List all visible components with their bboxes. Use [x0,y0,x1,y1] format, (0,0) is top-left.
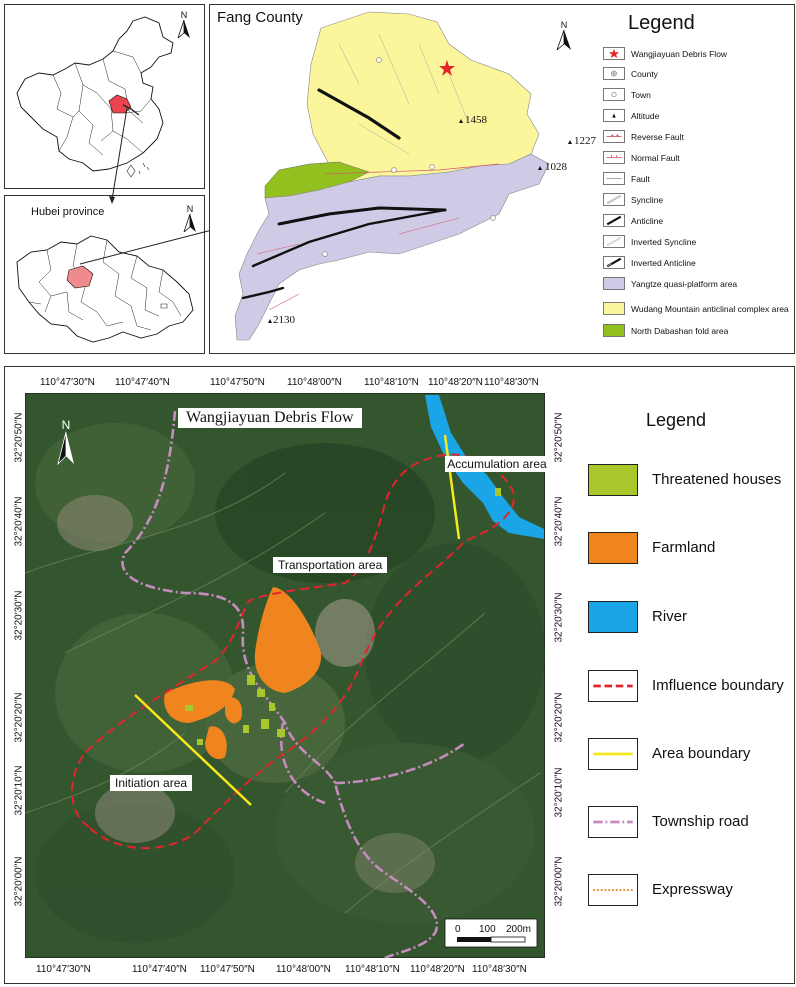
normal-fault-icon [603,151,625,164]
right-coord-label: 32°20′30″N [553,592,565,643]
top-coord-label: 110°48′30″N [484,377,539,388]
north-arrow-main [56,418,76,471]
township-road-icon [588,806,638,838]
dabashan-swatch [603,324,625,337]
wudang-swatch [603,302,625,315]
fang-county-map [209,4,609,354]
bottom-coord-label: 110°47′30″N [36,964,91,975]
altitude-triangle-icon [603,109,625,122]
transportation-area-label: Transportation area [273,557,387,573]
left-coord-label: 32°20′40″N [13,496,25,547]
right-coord-label: 32°20′10″N [553,767,565,818]
scale-tick-0: 0 [455,924,461,935]
town-circle-icon [603,88,625,101]
right-coord-label: 32°20′40″N [553,496,565,547]
altitude-label-1458: 1458 [465,114,487,126]
river-swatch [588,601,638,633]
bottom-coord-label: 110°48′20″N [410,964,465,975]
north-arrow-china: N [177,10,191,43]
left-coord-label: 32°20′30″N [13,590,25,641]
right-coord-label: 32°20′50″N [553,412,565,463]
bottom-coord-label: 110°47′40″N [132,964,187,975]
top-coord-label: 110°48′00″N [287,377,342,388]
initiation-area-label: Initiation area [110,775,192,791]
county-title: Fang County [217,9,303,26]
altitude-label-1227: 1227 [574,135,596,147]
bottom-coord-label: 110°48′10″N [345,964,400,975]
yangtze-swatch [603,277,625,290]
farmland-swatch [588,532,638,564]
north-arrow-county: N [556,20,572,55]
map-title: Wangjiayuan Debris Flow [178,408,362,428]
threatened-houses-swatch [588,464,638,496]
top-coord-label: 110°47′30″N [40,377,95,388]
scale-tick-200m: 200m [506,924,532,935]
left-coord-label: 32°20′10″N [13,765,25,816]
left-coord-label: 32°20′20″N [13,692,25,743]
reverse-fault-icon [603,130,625,143]
accumulation-area-label: Accumulation area [445,456,549,472]
star-icon [603,47,625,60]
bottom-coord-label: 110°48′00″N [276,964,331,975]
altitude-label-1028: 1028 [545,161,567,173]
county-dot-icon [603,67,625,80]
top-coord-label: 110°48′10″N [364,377,419,388]
bottom-legend-title: Legend [646,410,707,430]
left-coord-label: 32°20′00″N [13,856,25,907]
scale-tick-100: 100 [479,924,496,935]
top-coord-label: 110°48′20″N [428,377,483,388]
syncline-icon [603,193,625,206]
right-coord-label: 32°20′20″N [553,692,565,743]
svg-text:N: N [61,418,71,432]
right-coord-label: 32°20′00″N [553,856,565,907]
top-coord-label: 110°47′40″N [115,377,170,388]
hubei-label: Hubei province [31,206,105,218]
inverted-syncline-icon [603,235,625,248]
fault-icon [603,172,625,185]
bottom-coord-label: 110°48′30″N [472,964,527,975]
left-coord-label: 32°20′50″N [13,412,25,463]
inverted-anticline-icon [603,256,625,269]
area-boundary-icon [588,738,638,770]
altitude-label-2130: 2130 [273,314,295,326]
top-coord-label: 110°47′50″N [210,377,265,388]
anticline-icon [603,214,625,227]
bottom-coord-label: 110°47′50″N [200,964,255,975]
expressway-icon [588,874,638,906]
satellite-map [25,393,545,958]
influence-boundary-icon [588,670,638,702]
north-arrow-hubei: N [183,204,197,237]
top-legend-title: Legend [628,12,695,34]
